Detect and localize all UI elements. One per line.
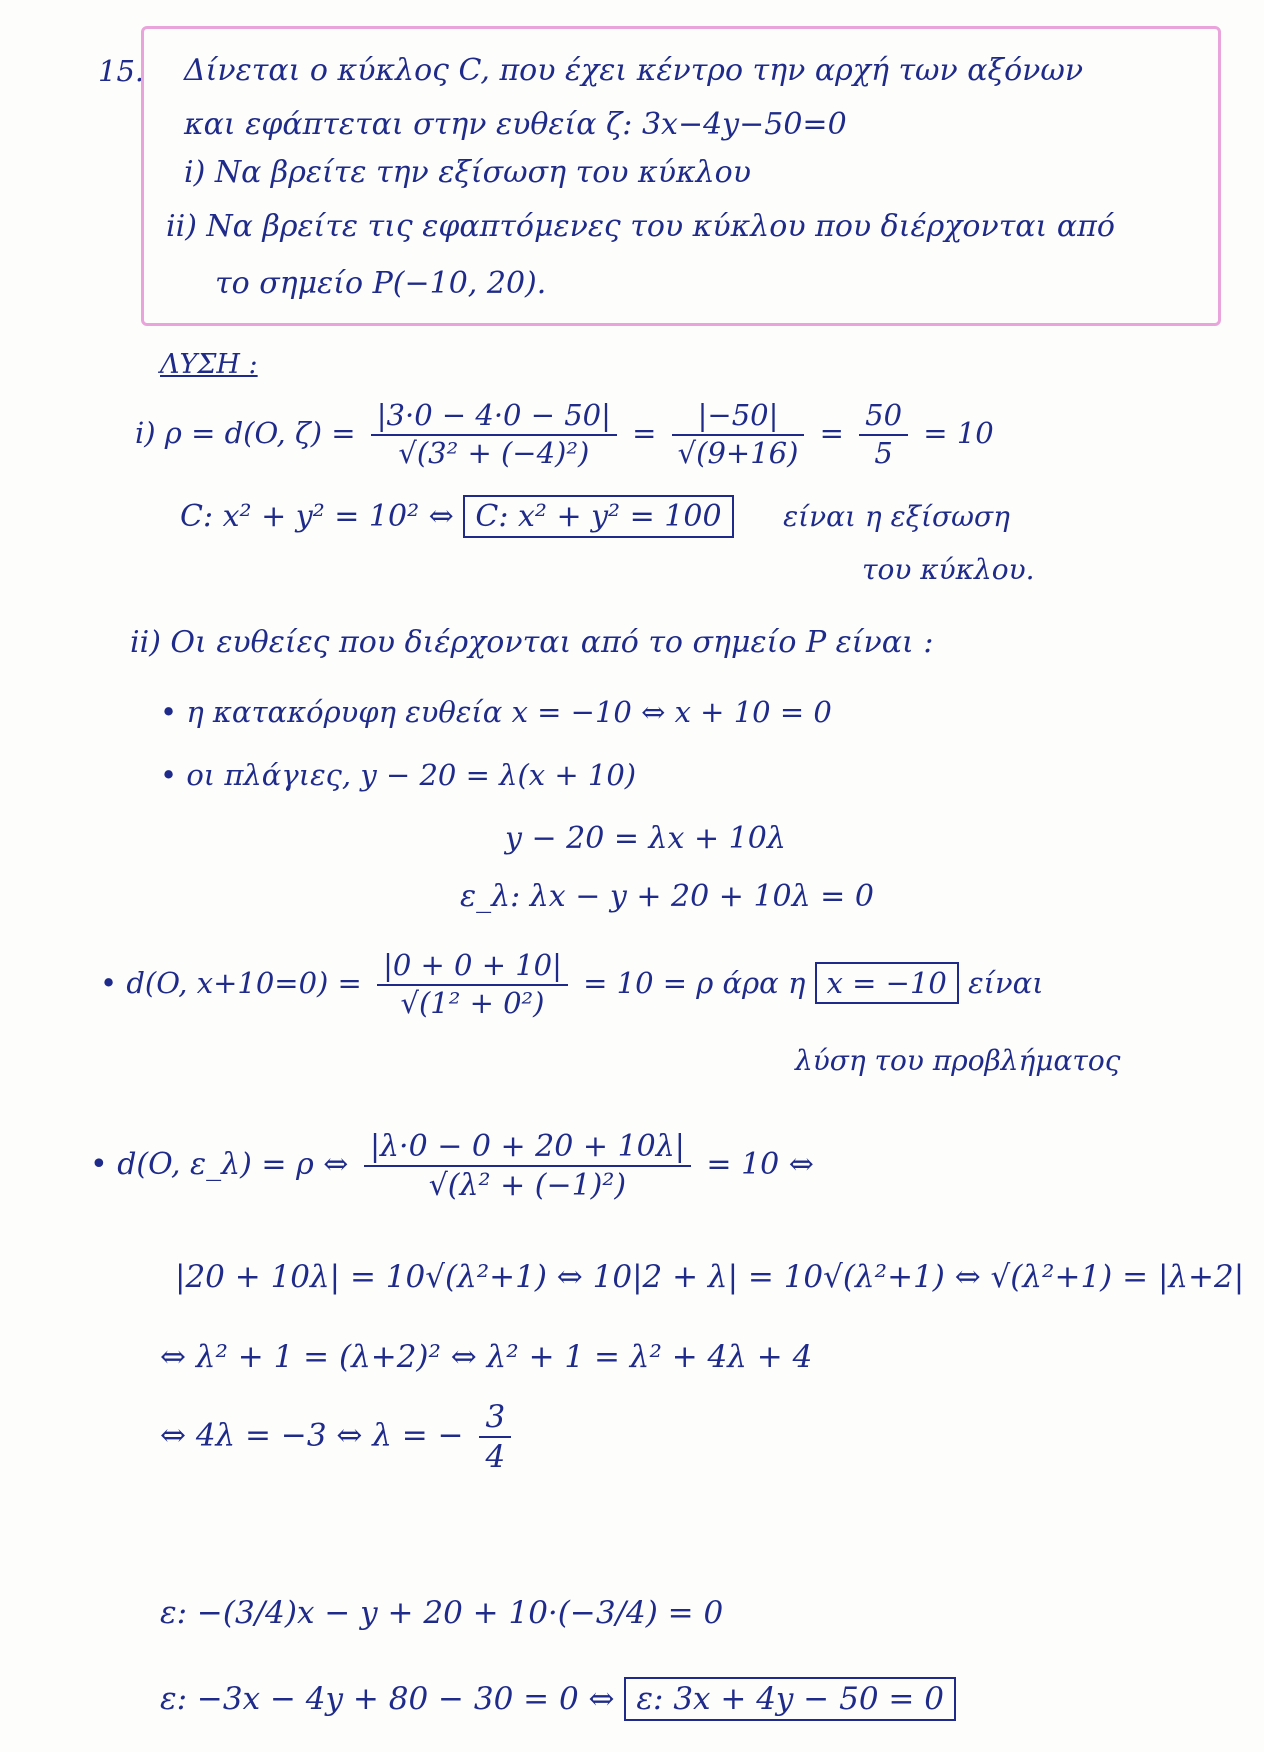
- radius-lhs: i) ρ = d(O, ζ) =: [135, 415, 356, 450]
- fraction-denominator: 4: [485, 1439, 506, 1476]
- oblique-lines-2: y − 20 = λx + 10λ: [505, 821, 786, 856]
- tangent-final: [160, 1682, 956, 1716]
- vertical-line: • η κατακόρυφη ευθεία x = −10 ⇔ x + 10 = 0: [160, 695, 832, 729]
- fraction-denominator: √(λ² + (−1)²): [428, 1168, 627, 1203]
- solution-heading: ΛΥΣΗ :: [160, 349, 258, 380]
- circle-note-1: είναι η εξίσωση: [783, 500, 1010, 533]
- problem-line-5: το σημείο P(−10, 20).: [215, 266, 547, 301]
- fraction-denominator: √(3² + (−4)²): [398, 435, 590, 470]
- problem-line-4: ii) Να βρείτε τις εφαπτόμενες του κύκλου που διέρχονται από: [166, 209, 1115, 244]
- oblique-distance-lhs: • d(O, ε_λ) = ρ ⇔: [90, 1147, 349, 1182]
- oblique-lines-3: ε_λ: λx − y + 20 + 10λ = 0: [460, 879, 874, 914]
- equals-sign: =: [632, 415, 657, 450]
- radius-result: = 10: [923, 415, 994, 450]
- problem-line-1: Δίνεται ο κύκλος C, που έχει κέντρο την αρχή των αξόνων: [184, 53, 1084, 88]
- solving-step-3: [160, 1400, 517, 1474]
- fraction-numerator: |3·0 − 4·0 − 50|: [371, 400, 617, 436]
- solving-step-1: |20 + 10λ| = 10√(λ²+1) ⇔ 10|2 + λ| = 10√(λ²+1) ⇔ √(λ²+1) = |λ+2|: [175, 1259, 1245, 1295]
- vertical-distance-note: λύση του προβλήματος: [795, 1044, 1121, 1077]
- problem-line-3: i) Να βρείτε την εξίσωση του κύκλου: [184, 155, 751, 190]
- fraction-lambda: [479, 1400, 511, 1474]
- oblique-lines: • οι πλάγιες, y − 20 = λ(x + 10): [160, 758, 637, 792]
- vertical-solution-boxed: x = −10: [815, 962, 959, 1004]
- radius-derivation: [135, 400, 994, 470]
- vertical-distance-result: = 10 = ρ άρα η: [583, 965, 806, 1000]
- fraction-denominator: √(1² + 0²): [400, 985, 545, 1020]
- solving-step-3-lhs: ⇔ 4λ = −3 ⇔ λ = −: [160, 1417, 464, 1454]
- fraction-numerator: 50: [859, 400, 908, 436]
- vertical-distance: [100, 950, 1044, 1020]
- fraction-denominator: 5: [874, 435, 893, 470]
- fraction-numerator: 3: [479, 1400, 511, 1438]
- tangent-final-boxed: ε: 3x + 4y − 50 = 0: [624, 1677, 956, 1721]
- fraction-numerator: |0 + 0 + 10|: [377, 950, 568, 986]
- problem-line-2: και εφάπτεται στην ευθεία ζ: 3x−4y−50=0: [184, 107, 847, 142]
- fraction-distance-2: [672, 400, 805, 470]
- fraction-numerator: |λ·0 − 0 + 20 + 10λ|: [364, 1130, 691, 1167]
- fraction-distance-1: [371, 400, 617, 470]
- fraction-distance-3: [859, 400, 908, 470]
- circle-equation: [180, 500, 1010, 533]
- vertical-distance-tail: είναι: [968, 965, 1044, 1000]
- tangent-final-lhs: ε: −3x − 4y + 80 − 30 = 0 ⇔: [160, 1681, 615, 1717]
- problem-number: 15.: [98, 54, 145, 88]
- tangent-substitution: ε: −(3/4)x − y + 20 + 10·(−3/4) = 0: [160, 1595, 724, 1631]
- circle-equation-boxed: C: x² + y² = 100: [463, 495, 733, 538]
- solving-step-2: ⇔ λ² + 1 = (λ+2)² ⇔ λ² + 1 = λ² + 4λ + 4: [160, 1339, 813, 1375]
- fraction-oblique-distance: [364, 1130, 691, 1202]
- equals-sign: =: [819, 415, 844, 450]
- circle-note-2: του κύκλου.: [862, 553, 1035, 586]
- fraction-denominator: √(9+16): [677, 435, 799, 470]
- oblique-distance: [90, 1130, 814, 1202]
- part2-intro: ii) Οι ευθείες που διέρχονται από το σημείο P είναι :: [130, 625, 934, 660]
- vertical-distance-lhs: • d(O, x+10=0) =: [100, 965, 362, 1000]
- oblique-distance-result: = 10 ⇔: [706, 1147, 814, 1182]
- fraction-vertical-distance: [377, 950, 568, 1020]
- circle-equation-lhs: C: x² + y² = 10² ⇔: [180, 499, 454, 534]
- fraction-numerator: |−50|: [672, 400, 805, 436]
